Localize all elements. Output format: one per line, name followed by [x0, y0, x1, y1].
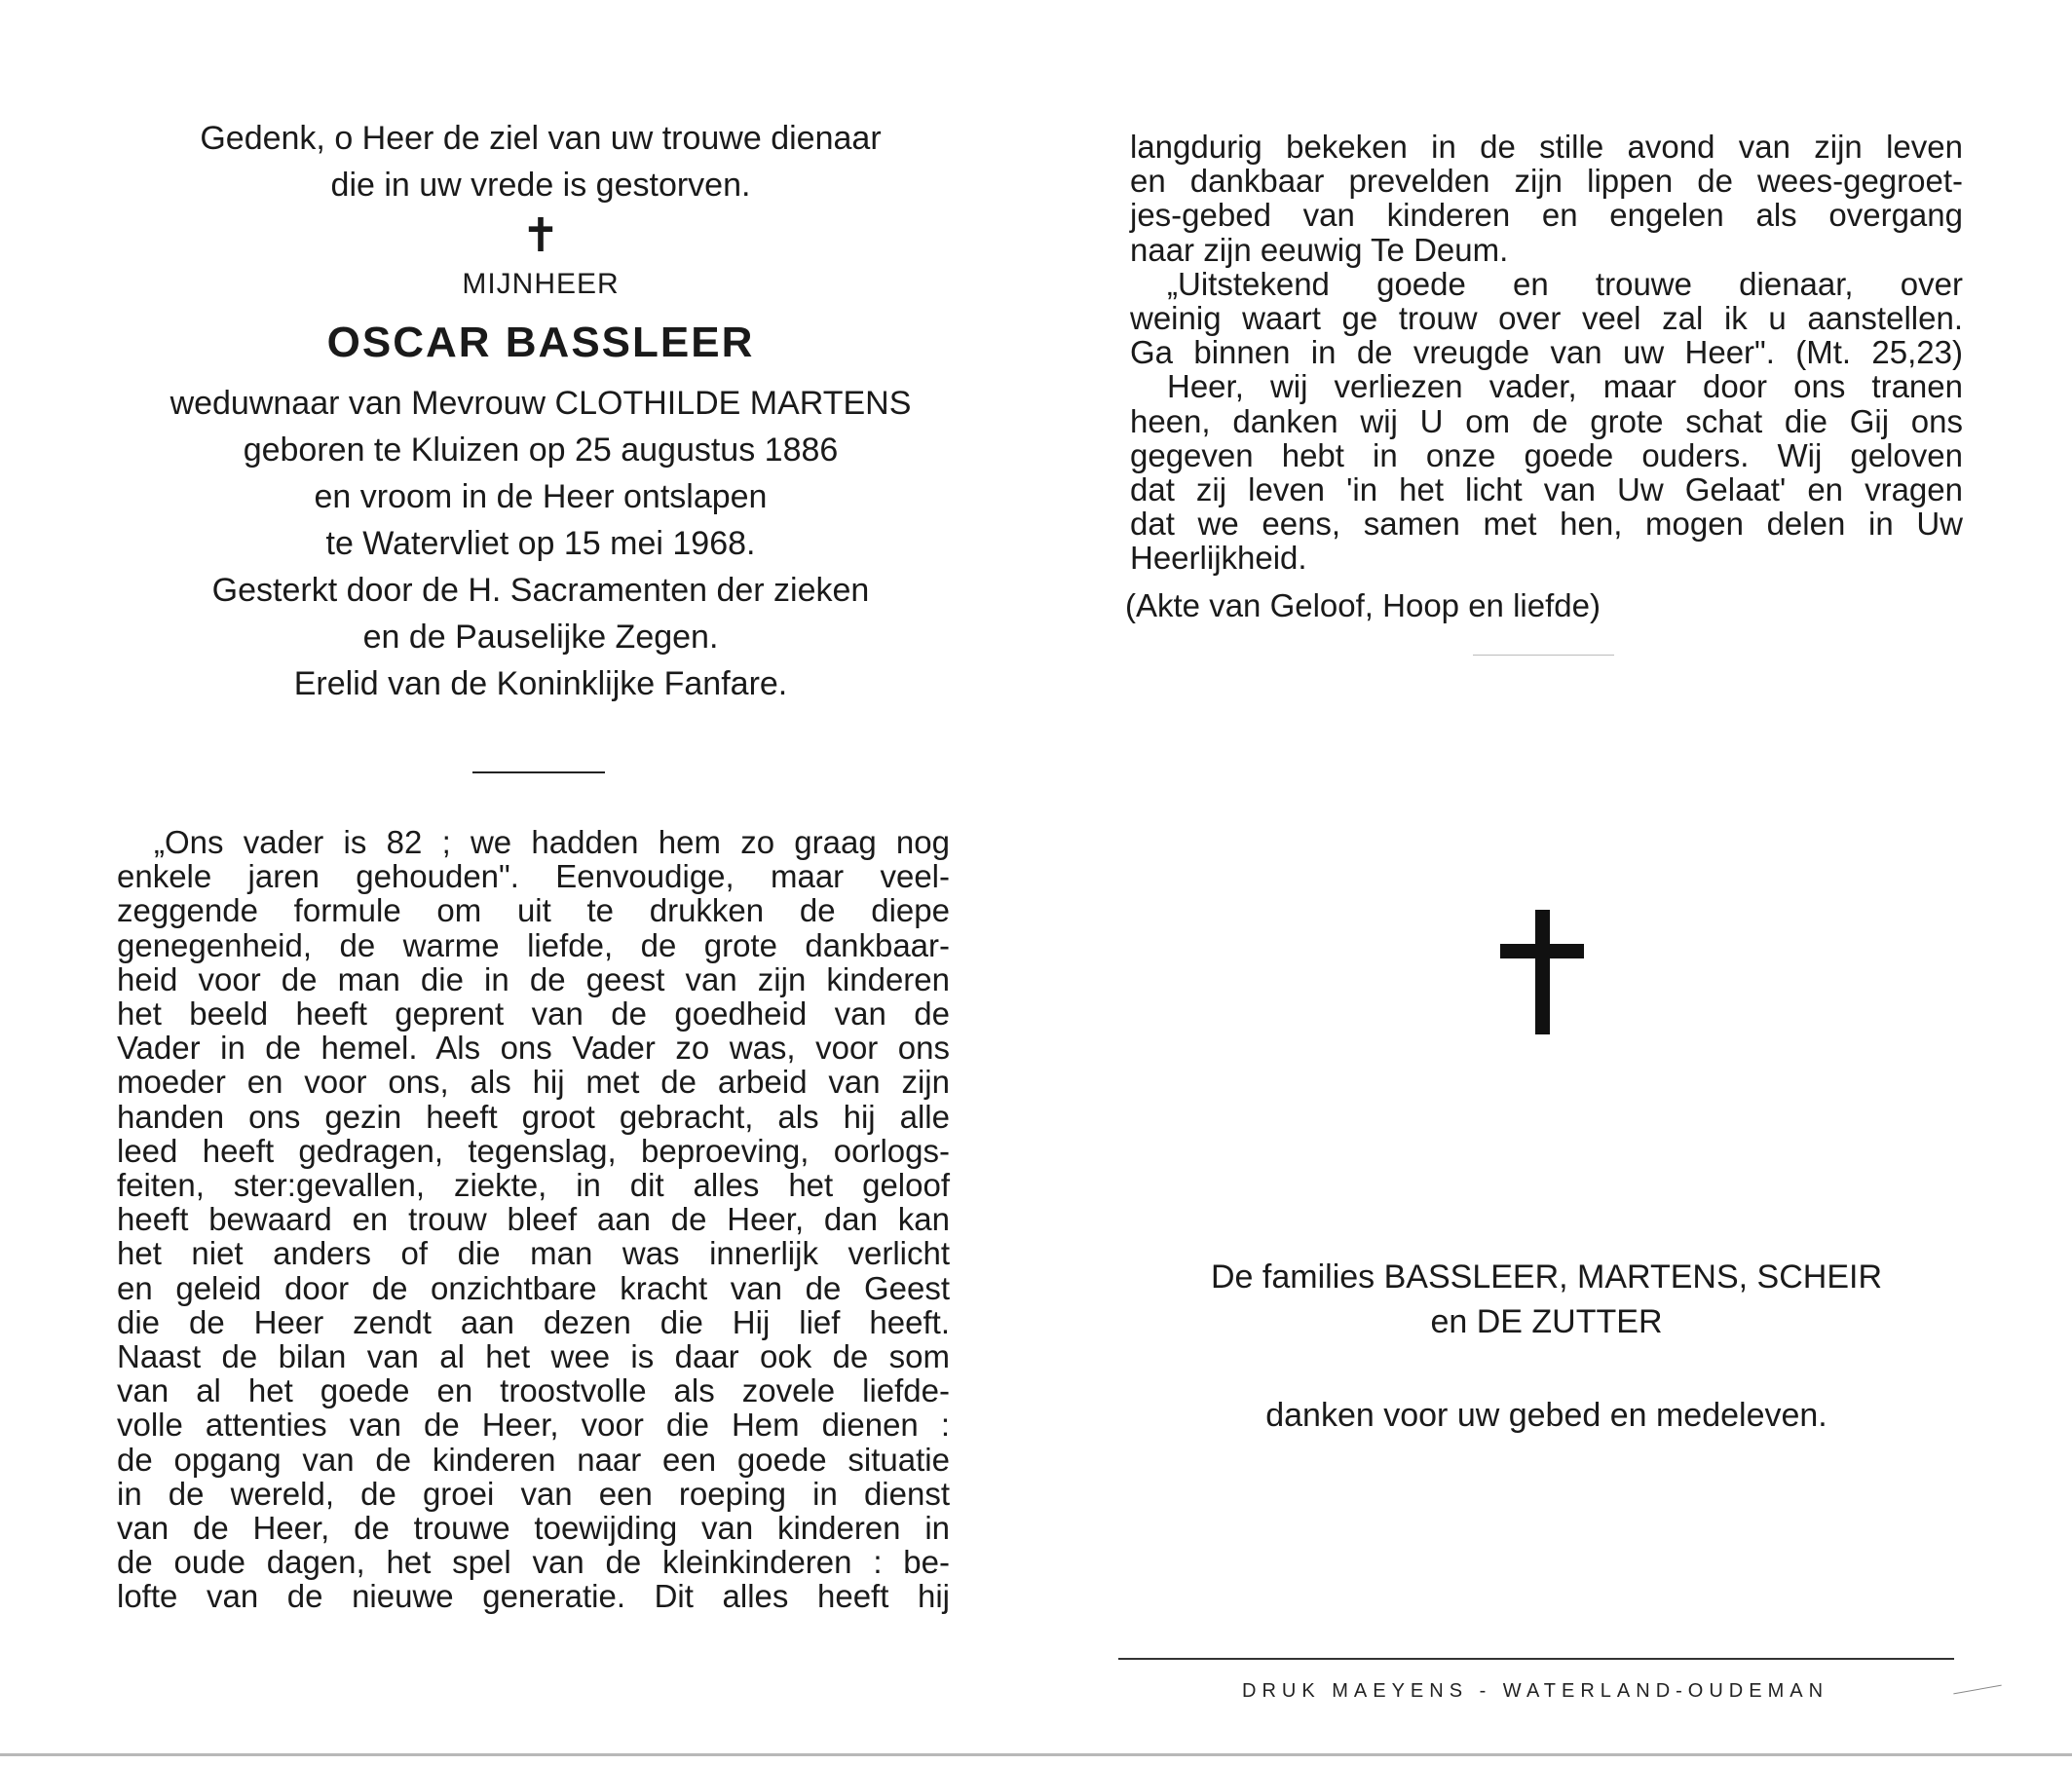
text-line: het beeld heeft geprent van de goedheid van de: [117, 995, 950, 1033]
text-line: moeder en voor ons, als hij met de arbeid van zijn: [117, 1064, 950, 1101]
text-line: en geleid door de onzichtbare kracht van de Geest: [117, 1269, 950, 1306]
text-line: en dankbaar prevelden zijn lippen de wees-gegroet-: [1130, 163, 1963, 200]
text-line: Heer, wij verliezen vader, maar door ons tranen: [1167, 368, 1963, 405]
text-line: dat zij leven 'in het licht van Uw Gelaat' en vragen: [1130, 471, 1963, 508]
text-line: feiten, ster:gevallen, ziekte, in dit alles het geloof: [117, 1167, 950, 1204]
text-line: heid voor de man die in de geest van zijn kinderen: [117, 960, 950, 997]
text-line: „Uitstekend goede en trouwe dienaar, over: [1167, 265, 1963, 302]
text-line: weinig waart ge trouw over veel zal ik u aanstellen.: [1130, 300, 1963, 337]
families-block: [1130, 1255, 1963, 1438]
cross-icon: [1500, 910, 1584, 1034]
text-line: enkele jaren gehouden". Eenvoudige, maar veel-: [117, 858, 950, 895]
divider-faint: [1473, 655, 1614, 656]
text-line: Ga binnen in de vreugde van uw Heer". (Mt. 25,23): [1130, 334, 1963, 371]
text-line: Heerlijkheid.: [1130, 540, 1307, 577]
text-line: het niet anders of die man was innerlijk verlicht: [117, 1235, 950, 1272]
families-line-1: De families BASSLEER, MARTENS, SCHEIR: [1211, 1258, 1882, 1296]
prayer-line-1: Gedenk, o Heer de ziel van uw trouwe dienaar: [200, 120, 882, 157]
prayer-line-2: die in uw vrede is gestorven.: [330, 167, 751, 204]
text-line: dat we eens, samen met hen, mogen delen in Uw: [1130, 506, 1963, 543]
text-line: langdurig bekeken in de stille avond van zijn leven: [1130, 129, 1963, 165]
widower-line: weduwnaar van Mevrouw CLOTHILDE MARTENS: [170, 385, 912, 422]
text-line: in de wereld, de groei van een roeping in dienst: [117, 1475, 950, 1512]
text-line: zeggende formule om uit te drukken de diepe: [117, 892, 950, 929]
text-line: Vader in de hemel. Als ons Vader zo was, voor ons: [117, 1030, 950, 1067]
sacraments-line-2: en de Pauselijke Zegen.: [362, 619, 719, 656]
text-line: leed heeft gedragen, tegenslag, beproeving, oorlogs-: [117, 1132, 950, 1169]
text-line: lofte van de nieuwe generatie. Dit alles heeft hij: [117, 1578, 950, 1615]
text-line: genegenheid, de warme liefde, de grote dankbaar-: [117, 926, 950, 963]
text-line: van de Heer, de trouwe toewijding van kinderen in: [117, 1510, 950, 1547]
text-line: de oude dagen, het spel van de kleinkinderen : be-: [117, 1544, 950, 1581]
families-line-2: en DE ZUTTER: [1430, 1303, 1663, 1340]
honorific-title: MIJNHEER: [462, 268, 620, 300]
text-line: volle attenties van de Heer, voor die Hem dienen :: [117, 1407, 950, 1444]
divider-short: [472, 771, 605, 773]
text-line: heen, danken wij U om de grote schat die Gij ons: [1130, 402, 1963, 439]
thanks-line: danken voor uw gebed en medeleven.: [1265, 1397, 1827, 1434]
header-block: [107, 115, 974, 707]
small-cross-icon: ✝: [520, 208, 561, 263]
text-line: Naast de bilan van al het wee is daar ook de som: [117, 1338, 950, 1375]
text-line: de opgang van de kinderen naar een goede situatie: [117, 1441, 950, 1478]
text-line: van al het goede en troostvolle als zovele liefde-: [117, 1372, 950, 1409]
right-body-text: [1130, 130, 1963, 576]
death-line-2: te Watervliet op 15 mei 1968.: [325, 525, 756, 562]
divider-bottom: [1118, 1658, 1954, 1660]
text-line: jes-gebed van kinderen en engelen als overgang: [1130, 197, 1963, 234]
text-line: gegeven hebt in onze goede ouders. Wij geloven: [1130, 436, 1963, 473]
death-line-1: en vroom in de Heer ontslapen: [314, 478, 768, 515]
text-line: heeft bewaard en trouw bleef aan de Heer, dan kan: [117, 1201, 950, 1238]
sacraments-line-1: Gesterkt door de H. Sacramenten der zieken: [211, 572, 870, 609]
honorary-member-line: Erelid van de Koninklijke Fanfare.: [293, 665, 788, 702]
text-line: „Ons vader is 82 ; we hadden hem zo graag nog: [154, 824, 950, 860]
text-line: naar zijn eeuwig Te Deum.: [1130, 231, 1509, 268]
text-line: die de Heer zendt aan dezen die Hij lief heeft.: [117, 1303, 950, 1340]
birth-line: geboren te Kluizen op 25 augustus 1886: [243, 432, 839, 469]
akte-citation: (Akte van Geloof, Hoop en liefde): [1125, 587, 1601, 623]
left-body-text: [117, 825, 950, 1614]
printer-credit: DRUK MAEYENS - WATERLAND-OUDEMAN: [1242, 1680, 1829, 1702]
printer-flourish: [1953, 1685, 2001, 1695]
card-bottom-edge: [0, 1753, 2072, 1756]
deceased-name: OSCAR BASSLEER: [326, 319, 755, 366]
text-line: handen ons gezin heeft groot gebracht, als hij alle: [117, 1098, 950, 1135]
